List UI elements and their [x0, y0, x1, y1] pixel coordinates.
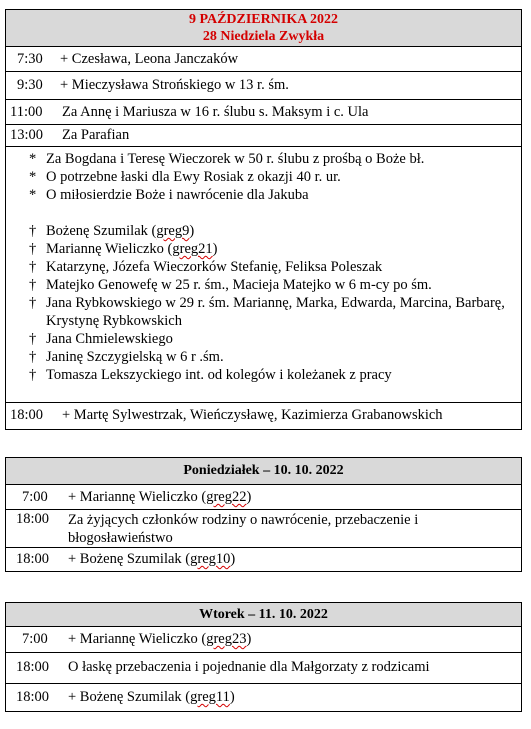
mass-row — [6, 684, 521, 711]
mass-intention: + Czesława, Leona Janczaków — [60, 51, 239, 67]
tuesday-schedule — [5, 602, 522, 712]
mass-intention: Za Annę i Mariusza w 16 r. ślubu s. Maksym i c. Ula — [62, 104, 369, 120]
mass-row — [6, 627, 521, 653]
sunday-subtitle: 28 Niedziela Zwykła — [202, 29, 325, 44]
mass-time: 18:00 — [16, 659, 50, 675]
mass-row — [6, 548, 521, 571]
mass-intention: + Bożenę Szumilak (greg11) — [68, 689, 235, 705]
mass-row — [6, 403, 521, 429]
list-item: † Jana Rybkowskiego w 29 r. śm. Mariannę, Marka, Edwarda, Marcina, Barbarę, Krystynę Rybkowskich — [29, 295, 505, 329]
list-item: † Janinę Szczygielską w 6 r .śm. — [29, 349, 224, 365]
mass-time: 9:30 — [17, 77, 43, 93]
monday-schedule — [5, 457, 522, 572]
mass-row — [6, 72, 521, 100]
sunday-schedule — [5, 9, 522, 430]
sunday-date: 9 PAŹDZIERNIKA 2022 — [188, 12, 339, 27]
parish-intentions-list — [6, 147, 521, 403]
list-item: * Za Bogdana i Teresę Wieczorek w 50 r. ślubu z prośbą o Boże bł. — [29, 151, 425, 167]
mass-row — [6, 510, 521, 548]
mass-row — [6, 653, 521, 684]
mass-row — [6, 47, 521, 72]
list-item: * O miłosierdzie Boże i nawrócenie dla Jakuba — [29, 187, 309, 203]
list-item: † Bożenę Szumilak (greg9) — [29, 223, 195, 239]
mass-row — [6, 485, 521, 510]
mass-time: 7:00 — [22, 631, 48, 647]
mass-intention: + Mariannę Wieliczko (greg22) — [68, 489, 252, 505]
mass-intention: O łaskę przebaczenia i pojednanie dla Małgorzaty z rodzicami — [68, 659, 430, 675]
mass-time: 18:00 — [16, 689, 50, 705]
mass-time: 7:00 — [22, 489, 48, 505]
mass-row — [6, 125, 521, 147]
mass-time: 18:00 — [16, 511, 50, 527]
mass-intention: + Bożenę Szumilak (greg10) — [68, 551, 236, 567]
list-item: † Katarzynę, Józefa Wieczorków Stefanię, Feliksa Poleszak — [29, 259, 383, 275]
mass-time: 11:00 — [10, 104, 43, 120]
tuesday-header: Wtorek – 11. 10. 2022 — [6, 603, 521, 627]
mass-intention: + Mieczysława Strońskiego w 13 r. śm. — [60, 77, 289, 93]
mass-intention: + Martę Sylwestrzak, Wieńczysławę, Kazimierza Grabanowskich — [62, 407, 443, 423]
list-item: † Tomasza Lekszyckiego int. od kolegów i koleżanek z pracy — [29, 367, 392, 383]
mass-time: 18:00 — [10, 407, 44, 423]
mass-row — [6, 100, 521, 125]
mass-intention: + Mariannę Wieliczko (greg23) — [68, 631, 252, 647]
mass-intention: Za Parafian — [62, 127, 130, 143]
sunday-header — [6, 10, 521, 47]
list-item: † Matejko Genowefę w 25 r. śm., Macieja Matejko w 6 m-cy po śm. — [29, 277, 432, 293]
monday-header: Poniedziałek – 10. 10. 2022 — [6, 458, 521, 485]
mass-time: 7:30 — [17, 51, 43, 67]
list-item: * O potrzebne łaski dla Ewy Rosiak z okazji 40 r. ur. — [29, 169, 341, 185]
mass-time: 18:00 — [16, 551, 50, 567]
list-item: † Mariannę Wieliczko (greg21) — [29, 241, 218, 257]
mass-intention: Za żyjących członków rodziny o nawrócenie, przebaczenie i błogosławieństwo — [68, 512, 419, 546]
list-item: † Jana Chmielewskiego — [29, 331, 173, 347]
mass-time: 13:00 — [10, 127, 44, 143]
